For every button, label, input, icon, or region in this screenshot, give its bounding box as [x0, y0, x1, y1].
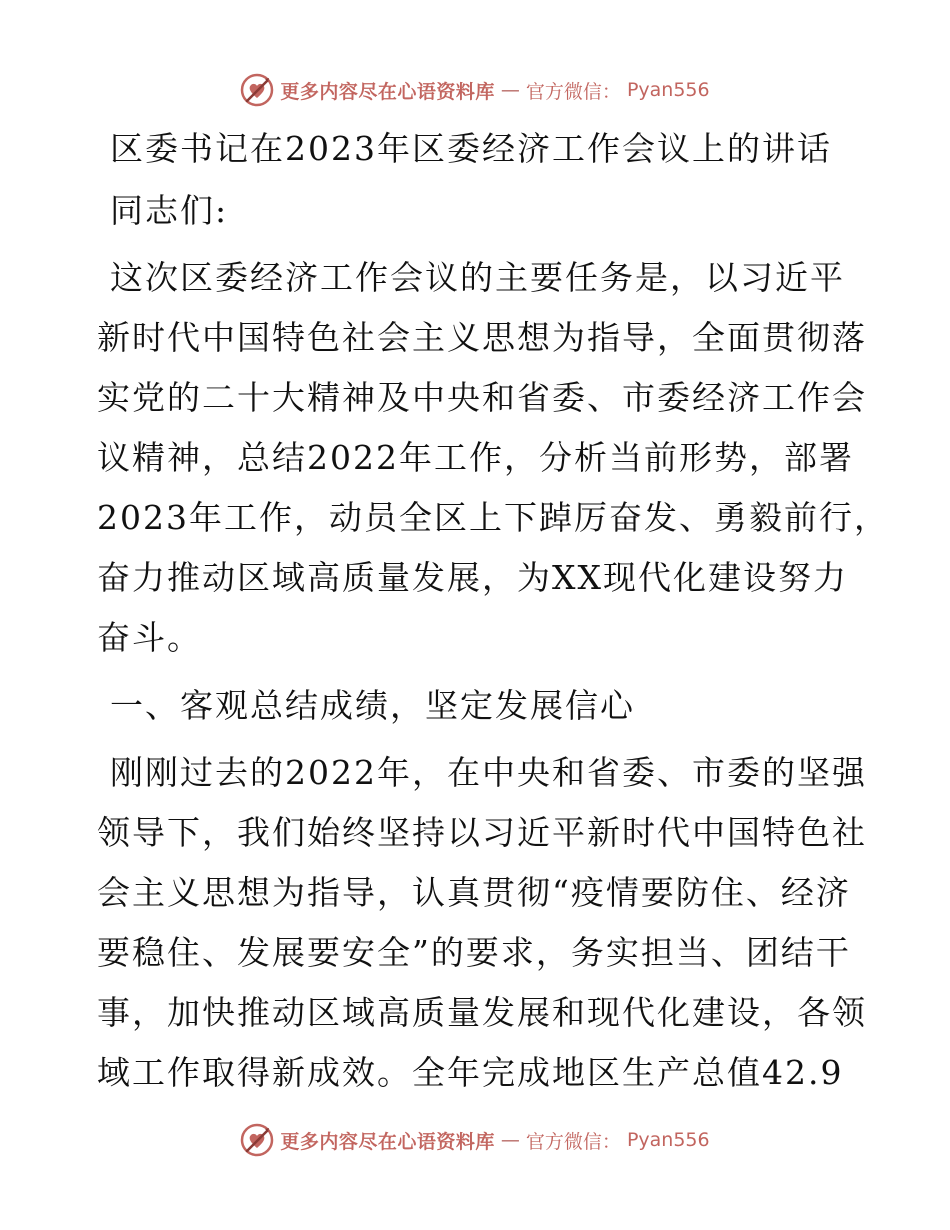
watermark-wechat-id: Pyan556: [626, 79, 710, 101]
watermark-header: [0, 70, 950, 110]
paragraph-line: 事，加快推动区域高质量发展和现代化建设，各领: [97, 993, 867, 1032]
heart-logo-icon: [240, 73, 274, 107]
document-body: [97, 122, 889, 1096]
paragraph-line: 会主义思想为指导，认真贯彻“疫情要防住、经济: [97, 873, 851, 912]
paragraph-line: 议精神，总结2022年工作，分析当前形势，部署: [97, 438, 854, 477]
watermark-wechat-id: Pyan556: [626, 1129, 710, 1151]
heart-logo-icon: [240, 1123, 274, 1157]
paragraph-line: 实党的二十大精神及中央和省委、市委经济工作会: [97, 378, 867, 417]
watermark-separator: —: [500, 79, 520, 101]
paragraph-line: 新时代中国特色社会主义思想为指导，全面贯彻落: [97, 318, 867, 357]
watermark-wechat-label: 官方微信：: [525, 80, 621, 103]
paragraph-line: 奋斗。: [97, 618, 202, 657]
document-title: 区委书记在2023年区委经济工作会议上的讲话: [110, 129, 832, 168]
paragraph-intro: [97, 255, 889, 661]
watermark-text: 更多内容尽在心语资料库: [280, 80, 495, 103]
paragraph-summary: [97, 750, 867, 1096]
section-heading: 一、客观总结成绩，坚定发展信心: [110, 686, 635, 725]
watermark-wechat-label: 官方微信：: [525, 1130, 621, 1153]
watermark-footer: [0, 1120, 950, 1160]
paragraph-line: 域工作取得新成效。全年完成地区生产总值42.9: [97, 1053, 844, 1092]
paragraph-line: 这次区委经济工作会议的主要任务是，以习近平: [110, 258, 845, 297]
paragraph-line: 2023年工作，动员全区上下踔厉奋发、勇毅前行，: [97, 498, 889, 537]
paragraph-line: 要稳住、发展要安全”的要求，务实担当、团结干: [97, 933, 851, 972]
paragraph-line: 领导下，我们始终坚持以习近平新时代中国特色社: [97, 813, 867, 852]
paragraph-line: 刚刚过去的2022年，在中央和省委、市委的坚强: [110, 753, 867, 792]
greeting: 同志们:: [110, 191, 229, 230]
watermark-text: 更多内容尽在心语资料库: [280, 1130, 495, 1153]
watermark-separator: —: [500, 1129, 520, 1151]
paragraph-line: 奋力推动区域高质量发展，为XX现代化建设努力: [97, 558, 848, 597]
